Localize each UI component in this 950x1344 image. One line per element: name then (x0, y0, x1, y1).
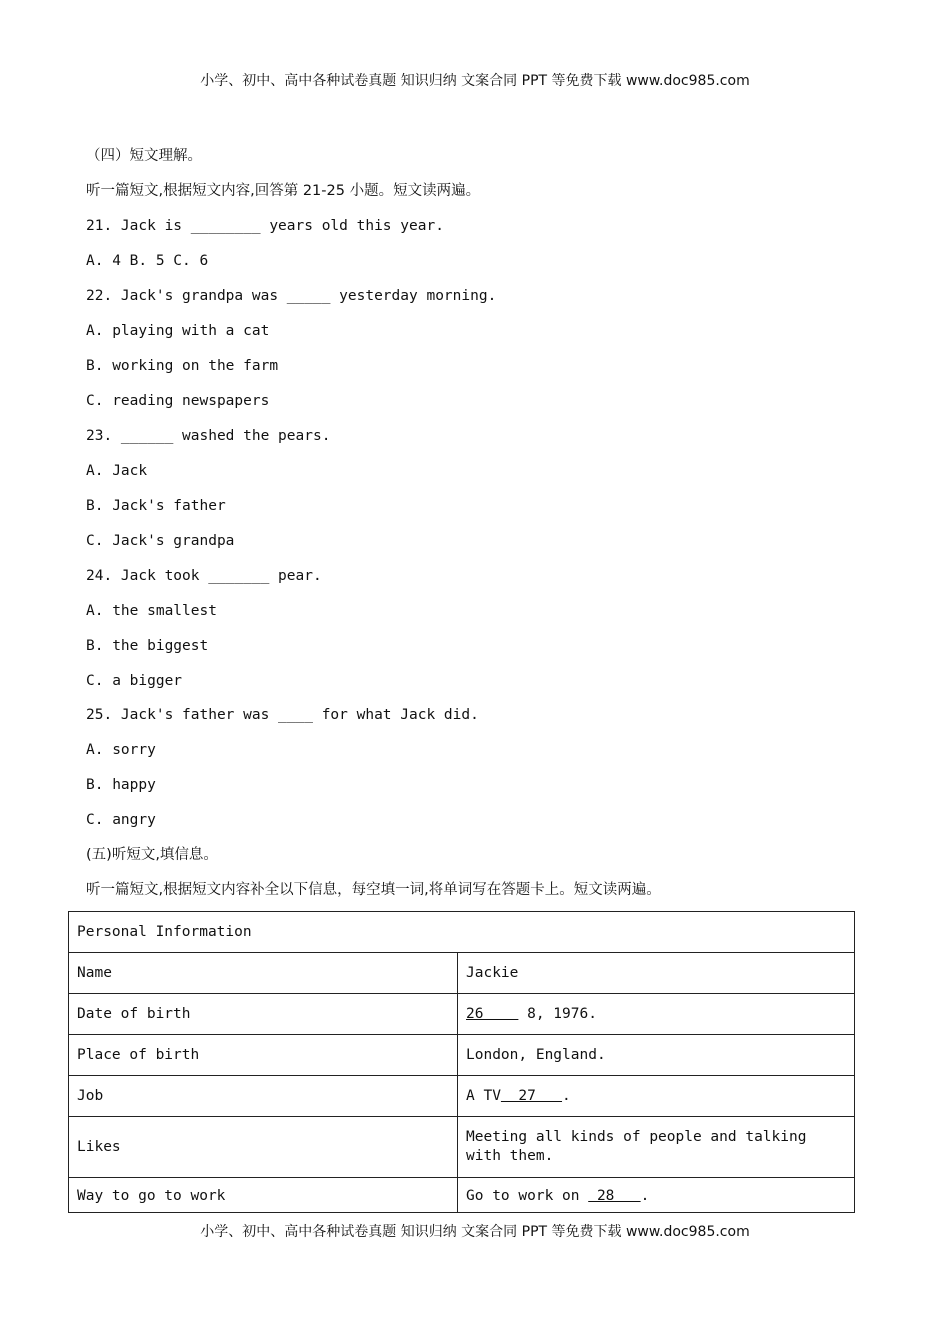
option-line: A. playing with a cat (86, 323, 270, 339)
row-value: London, England. (458, 1035, 855, 1076)
row-value: 26 8, 1976. (458, 994, 855, 1035)
answer-blank-26: 26 (466, 1005, 519, 1022)
row-label: Date of birth (69, 994, 458, 1035)
option-line: B. happy (86, 777, 156, 793)
table-row (69, 953, 855, 994)
row-label: Job (69, 1076, 458, 1117)
answer-blank-27: 27 (500, 1087, 563, 1104)
question-line: 22. Jack's grandpa was _____ yesterday morning. (86, 288, 497, 304)
table-row (69, 1117, 855, 1178)
option-line: A. sorry (86, 742, 156, 758)
row-label: Place of birth (69, 1035, 458, 1076)
row-value: Go to work on 28 . (458, 1178, 855, 1213)
table-row (69, 1035, 855, 1076)
option-line: A. 4 B. 5 C. 6 (86, 253, 209, 269)
personal-info-table (68, 911, 855, 1213)
option-line: C. reading newspapers (86, 393, 270, 409)
table-row (69, 1178, 855, 1213)
section4-title: （四）短文理解。 (86, 148, 202, 164)
page-footer: 小学、初中、高中各种试卷真题 知识归纳 文案合同 PPT 等免费下载 www.doc985.com (200, 1224, 750, 1240)
answer-blank-28: 28 (588, 1187, 641, 1204)
question-line: 24. Jack took _______ pear. (86, 568, 322, 584)
table-header-row (69, 912, 855, 953)
row-label: Likes (69, 1117, 458, 1178)
option-line: B. working on the farm (86, 358, 279, 374)
row-value: Jackie (458, 953, 855, 994)
row-label: Name (69, 953, 458, 994)
table-row (69, 1076, 855, 1117)
row-value: A TV 27 . (458, 1076, 855, 1117)
section5-instruction: 听一篇短文,根据短文内容补全以下信息，每空填一词,将单词写在答题卡上。短文读两遍。 (86, 882, 661, 898)
option-line: A. Jack (86, 463, 148, 479)
option-line: B. Jack's father (86, 498, 226, 514)
option-line: C. a bigger (86, 673, 183, 689)
section5-title: (五)听短文,填信息。 (86, 847, 218, 863)
page-header: 小学、初中、高中各种试卷真题 知识归纳 文案合同 PPT 等免费下载 www.doc985.com (200, 73, 750, 89)
option-line: C. Jack's grandpa (86, 533, 235, 549)
row-value: Meeting all kinds of people and talking with them. (458, 1117, 855, 1178)
question-line: 21. Jack is ________ years old this year. (86, 218, 444, 234)
option-line: A. the smallest (86, 603, 217, 619)
question-line: 25. Jack's father was ____ for what Jack did. (86, 707, 479, 723)
option-line: B. the biggest (86, 638, 209, 654)
row-label: Way to go to work (69, 1178, 458, 1213)
section4-instruction: 听一篇短文,根据短文内容,回答第 21-25 小题。短文读两遍。 (86, 183, 481, 199)
option-line: C. angry (86, 812, 156, 828)
table-header-cell: Personal Information (69, 912, 855, 953)
question-line: 23. ______ washed the pears. (86, 428, 331, 444)
table-row (69, 994, 855, 1035)
